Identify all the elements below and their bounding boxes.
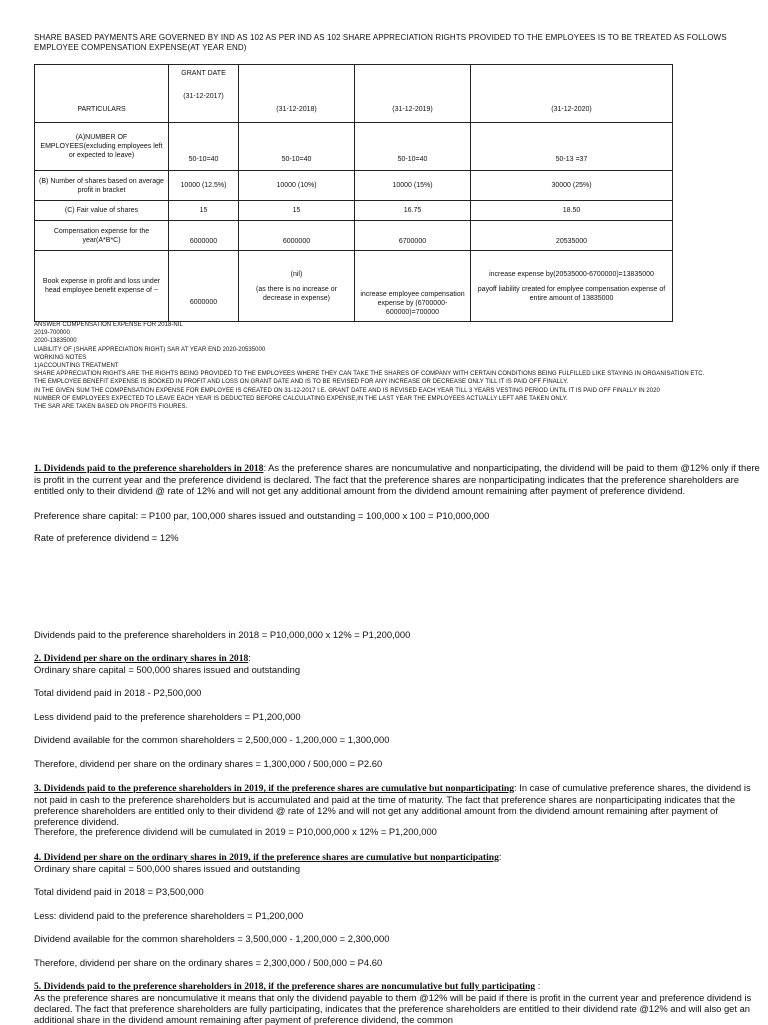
cumulated-dividend-line: Therefore, the preference dividend will be cumulated in 2019 = P10,000,000 x 12% = P1,200,000	[34, 826, 437, 837]
note-line: SHARE APPRECIATION RIGHTS ARE THE RIGHTS BEING PROVIDED TO THE EMPLOYEES WHERE THEY CAN TAKE THE SHARES OF COMPANY WITH CERTAIN CONDITIONS BEING FULFILLED LIKE STAYING IN ORGANISATION ETC.	[34, 371, 705, 378]
heading-colon: :	[498, 851, 502, 862]
particulars-header: PARTICULARS	[35, 65, 169, 123]
note-line: THE EMPLOYEE BENEFIT EXPENSE IS BOOKED IN PROFIT AND LOSS ON GRANT DATE AND IS TO BE REVISED FOR ANY INCREASE OR DECREASE ONLY TILL IT IS PAID OFF FINALLY.	[34, 379, 569, 386]
section-2-heading-line	[34, 652, 762, 664]
section-1-text: : As the preference shares are noncumulative and nonparticipating, the dividend will be paid to them @12% only if there is profit in the current year and the preference dividend is declared. The fact that the preference shares are nonparticipating indicates that the preference shareholders are entitled only to their dividend @ rate of 12% and will not get any additional amount from the dividend amount remaining after payment of preference dividend.	[34, 462, 760, 496]
preference-dividend-result: Dividends paid to the preference shareholders in 2018 = P10,000,000 x 12% = P1,200,000	[34, 629, 411, 640]
available-dividend-line: Dividend available for the common shareholders = 3,500,000 - 1,200,000 = 2,300,000	[34, 933, 390, 944]
table-cell: 15	[239, 201, 355, 221]
section-5-text: As the preference shares are noncumulative it means that only the dividend payable to them @12% will be paid if there is profit in the current year and preference dividend is declared. The fact that preference shareholders are fully participating, indicates that the preference shareholders are entitled to their dividend rate @12% and will also get an additional share in the dividend amount remaining after payment of preference dividend, the common	[34, 992, 752, 1025]
note-line: 2019-700000	[34, 330, 70, 337]
section-3-text: : In case of cumulative preference shares, the dividend is not paid in cash to the preference shareholders but is accumulated and paid at the time of maturity. The fact that preference shares are nonparticipating indicates that the preference shareholders are entitled only to their dividend @ rate of 12% and will not get any additional amount from the dividend amount remaining after payment of preference dividend.	[34, 782, 751, 827]
table-row	[35, 201, 673, 221]
table-cell: 16.75	[355, 201, 471, 221]
row-label: Compensation expense for the year(A*B*C)	[35, 221, 169, 251]
header-line-2: EMPLOYEE COMPENSATION EXPENSE(AT YEAR END)	[34, 43, 247, 52]
document-header	[34, 33, 734, 53]
section-1-heading: 1. Dividends paid to the preference shareholders in 2018	[34, 463, 264, 474]
date-2020: (31-12-2020)	[471, 65, 673, 123]
row-label: (A)NUMBER OF EMPLOYEES(excluding employees left or expected to leave)	[35, 123, 169, 171]
table-header-row	[35, 65, 673, 123]
note-line: ANSWER COMPENSATION EXPENSE FOR 2018-NIL	[34, 322, 183, 328]
table-cell: 18.50	[471, 201, 673, 221]
row-label: (B) Number of shares based on average profit in bracket	[35, 171, 169, 201]
table-cell: 10000 (12.5%)	[169, 171, 239, 201]
dividend-per-share-line: Therefore, dividend per share on the ordinary shares = 1,300,000 / 500,000 = P2.60	[34, 758, 383, 769]
section-4-heading: 4. Dividend per share on the ordinary shares in 2019, if the preference shares are cumulative but nonparticipating	[34, 852, 499, 863]
row-label: Book expense in profit and loss under head employee benefit expense of ~	[35, 251, 169, 322]
payoff-liability-note: payoff liability created for emplyee compensation expense of entire amount of 13835000	[477, 285, 666, 302]
preference-capital-line: Preference share capital: = P100 par, 100,000 shares issued and outstanding = 100,000 x 100 = P10,000,000	[34, 510, 490, 521]
heading-colon: :	[248, 652, 251, 663]
increase-expense-note: increase expense by(20535000-6700000)=13835000	[489, 270, 654, 278]
note-line: NUMBER OF EMPLOYEES EXPECTED TO LEAVE EACH YEAR IS DEDUCTED BEFORE CALCULATING EXPENSE,IN THE LAST YEAR THE EMPLOYEES ACTUALLY LEFT ARE TAKEN ONLY.	[34, 395, 568, 402]
section-4-heading-line	[34, 851, 762, 863]
section-5-heading-line	[34, 980, 762, 992]
table-cell: 50-10=40	[355, 123, 471, 171]
table-cell: 6000000	[169, 251, 239, 322]
total-dividend-line: Total dividend paid in 2018 - P2,500,000	[34, 687, 202, 698]
date-2018: (31-12-2018)	[239, 65, 355, 123]
table-cell: 6700000	[355, 221, 471, 251]
answer-notes	[34, 321, 734, 411]
table-cell: increase employee compensation expense by (6700000-600000)=700000	[355, 251, 471, 322]
table-cell: 6000000	[169, 221, 239, 251]
table-cell: 10000 (15%)	[355, 171, 471, 201]
date-2017: (31-12-2017)	[183, 93, 224, 100]
table-row	[35, 171, 673, 201]
note-line: 1)ACCOUNTING TREATMENT	[34, 363, 119, 370]
available-dividend-line: Dividend available for the common shareholders = 2,500,000 - 1,200,000 = 1,300,000	[34, 734, 390, 745]
note-line: 2020-13835000	[34, 338, 77, 345]
grant-date-label: GRANT DATE	[181, 70, 226, 77]
heading-colon: :	[535, 980, 541, 991]
ordinary-capital-line: Ordinary share capital = 500,000 shares issued and outstanding	[34, 664, 301, 675]
nil-note: (nil)	[290, 270, 303, 278]
section-2-heading: 2. Dividend per share on the ordinary shares in 2018	[34, 653, 249, 664]
date-2019: (31-12-2019)	[355, 65, 471, 123]
table-cell: 50-10=40	[169, 123, 239, 171]
table-cell: 50-13 =37	[471, 123, 673, 171]
table-cell: 50-10=40	[239, 123, 355, 171]
table-row-book-expense	[35, 251, 673, 322]
table-row	[35, 123, 673, 171]
table-cell: 30000 (25%)	[471, 171, 673, 201]
table-cell: 10000 (10%)	[239, 171, 355, 201]
preference-rate-line: Rate of preference dividend = 12%	[34, 532, 179, 543]
employee-compensation-table	[34, 64, 673, 322]
note-line: WORKING NOTES	[34, 354, 87, 361]
section-3-heading: 3. Dividends paid to the preference shareholders in 2019, if the preference shares are cumulative but nonparticipating	[34, 783, 515, 794]
table-row	[35, 221, 673, 251]
section-5-heading: 5. Dividends paid to the preference shareholders in 2018, if the preference shares are noncumulative but fully participating	[34, 981, 536, 992]
note-line: THE SAR ARE TAKEN BASED ON PROFITS FIGURES.	[34, 404, 188, 411]
table-cell: 6000000	[239, 221, 355, 251]
row-label: (C) Fair value of shares	[35, 201, 169, 221]
total-dividend-line: Total dividend paid in 2018 = P3,500,000	[34, 886, 204, 897]
note-line: LIABILITY OF (SHARE APPRECIATION RIGHT) SAR AT YEAR END 2020-20535000	[34, 346, 266, 353]
less-dividend-line: Less: dividend paid to the preference shareholders = P1,200,000	[34, 910, 304, 921]
less-dividend-line: Less dividend paid to the preference shareholders = P1,200,000	[34, 711, 301, 722]
section-3-paragraph	[34, 782, 762, 827]
no-change-note: (as there is no increase or decrease in expense)	[256, 285, 337, 302]
header-line-1: SHARE BASED PAYMENTS ARE GOVERNED BY IND AS 102 AS PER IND AS 102 SHARE APPRECIATION RIGHTS PROVIDED TO THE EMPLOYEES IS TO BE TREATED AS FOLLOWS	[34, 33, 727, 42]
dividend-per-share-line: Therefore, dividend per share on the ordinary shares = 2,300,000 / 500,000 = P4.60	[34, 957, 383, 968]
table-cell: 20535000	[471, 221, 673, 251]
table-cell	[471, 251, 673, 322]
ordinary-capital-line: Ordinary share capital = 500,000 shares issued and outstanding	[34, 863, 301, 874]
table-cell: 15	[169, 201, 239, 221]
grant-date-header	[169, 65, 239, 123]
note-line: IN THE GIVEN SUM THE COMPENSATION EXPENSE FOR EMPLOYEE IS CREATED ON 31-12-2017 I.E. GRANT DATE AND IS REVISED EACH YEAR TILL 3 YEARS VESTING PERIOD UNTIL IT IS PAID OFF FINALLY IN 2020	[34, 387, 660, 394]
table-cell	[239, 251, 355, 322]
section-1-paragraph	[34, 462, 762, 496]
